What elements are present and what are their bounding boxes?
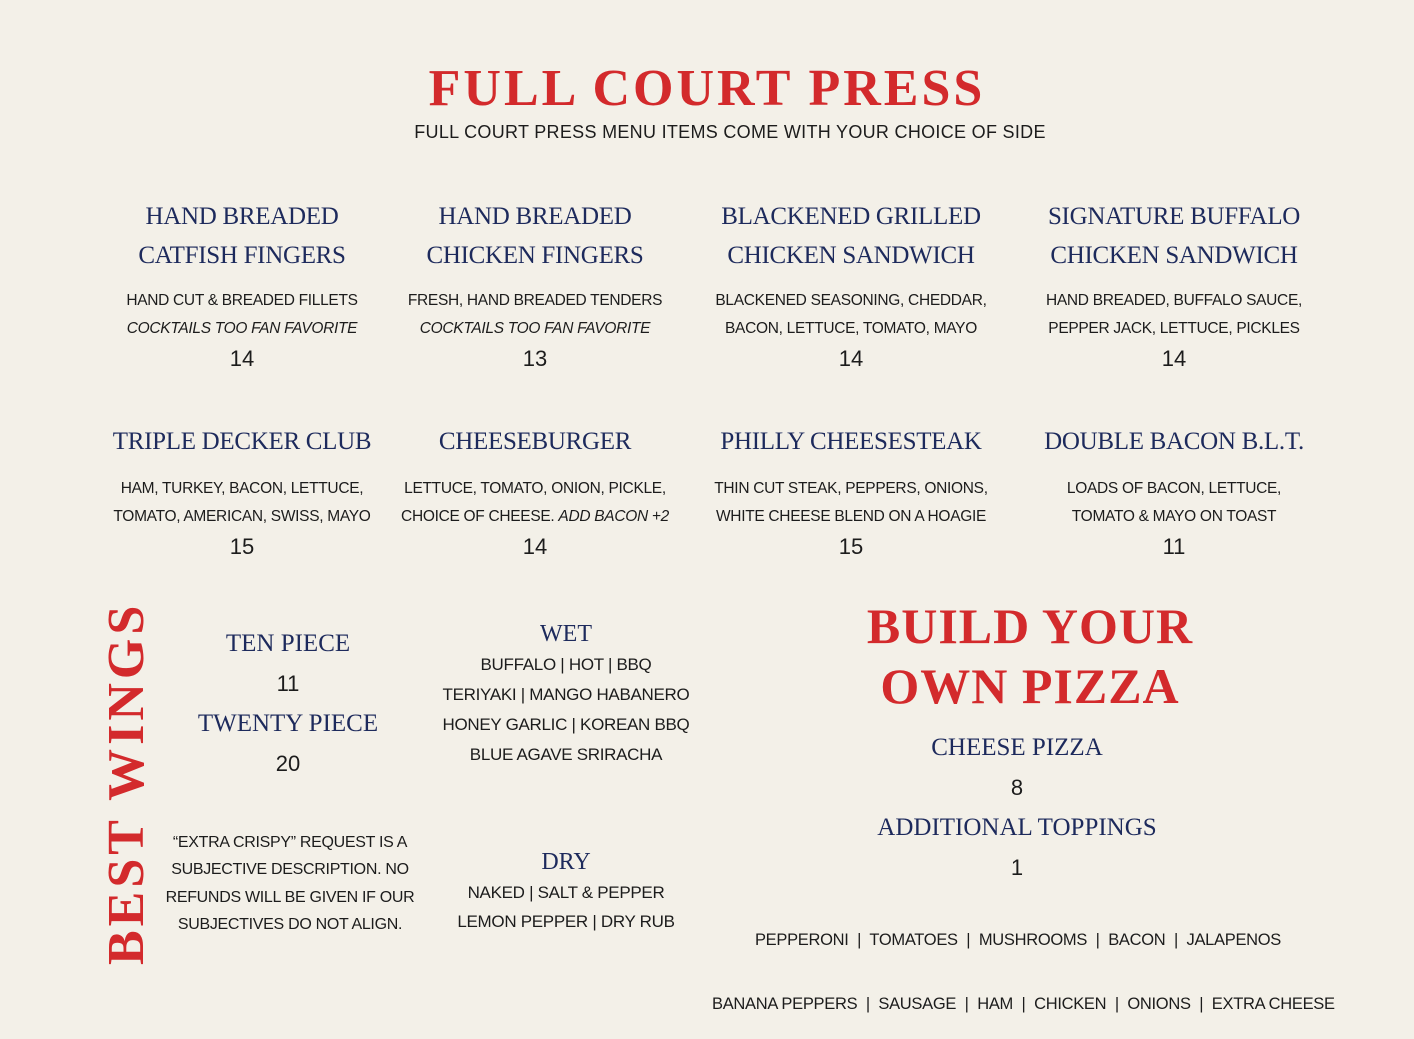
menu-item-chicken-fingers xyxy=(375,197,695,374)
menu-item-philly-cheesesteak xyxy=(691,422,1011,562)
item-description: LOADS OF BACON, LETTUCE, TOMATO & MAYO ON TOAST xyxy=(1066,480,1282,525)
pizza-pricing xyxy=(817,728,1217,888)
cheese-pizza-price: 8 xyxy=(1010,775,1024,800)
item-description: HAND CUT & BREADED FILLETS COCKTAILS TOO FAN FAVORITE xyxy=(126,292,358,337)
toppings-price: 1 xyxy=(1010,855,1024,880)
wings-twenty-price: 20 xyxy=(275,751,301,776)
wings-twenty-label: TWENTY PIECE xyxy=(197,710,379,737)
item-price: 13 xyxy=(522,346,548,371)
page-title: FULL COURT PRESS xyxy=(428,60,986,117)
cheese-pizza-label: CHEESE PIZZA xyxy=(931,734,1103,761)
page-subtitle: FULL COURT PRESS MENU ITEMS COME WITH YOUR CHOICE OF SIDE xyxy=(414,122,1046,142)
item-name: CHEESEBURGER xyxy=(438,428,632,455)
menu-item-buffalo-chicken-sandwich xyxy=(1014,197,1334,374)
item-price: 15 xyxy=(838,534,864,559)
item-description: FRESH, HAND BREADED TENDERS COCKTAILS TOO FAN FAVORITE xyxy=(407,292,663,337)
menu-item-catfish-fingers xyxy=(82,197,402,374)
wings-crispy-note: “EXTRA CRISPY” REQUEST IS A SUBJECTIVE DESCRIPTION. NO REFUNDS WILL BE GIVEN IF OUR SUBJECTIVES DO NOT ALIGN. xyxy=(165,834,415,933)
item-name: BLACKENED GRILLED CHICKEN SANDWICH xyxy=(721,203,981,269)
wings-dry-rubs: DRY NAKED | SALT & PEPPER LEMON PEPPER | DRY RUB xyxy=(426,846,706,936)
item-name: HAND BREADED CATFISH FINGERS xyxy=(138,203,346,269)
item-name: HAND BREADED CHICKEN FINGERS xyxy=(426,203,644,269)
item-price: 11 xyxy=(1162,534,1186,559)
item-price: 14 xyxy=(1161,346,1187,371)
item-price: 14 xyxy=(229,346,255,371)
item-price: 15 xyxy=(229,534,255,559)
item-name: SIGNATURE BUFFALO CHICKEN SANDWICH xyxy=(1047,203,1301,269)
item-name: PHILLY CHEESESTEAK xyxy=(720,428,982,455)
item-price: 14 xyxy=(522,534,548,559)
dry-label: DRY xyxy=(541,849,591,875)
item-name: TRIPLE DECKER CLUB xyxy=(112,428,372,455)
wings-ten-price: 11 xyxy=(276,671,300,696)
wings-section-title: BEST WINGS xyxy=(98,601,155,965)
item-description: HAND BREADED, BUFFALO SAUCE, PEPPER JACK, LETTUCE, PICKLES xyxy=(1045,292,1303,337)
menu-item-triple-decker-club xyxy=(82,422,402,562)
item-description: HAM, TURKEY, BACON, LETTUCE, TOMATO, AMERICAN, SWISS, MAYO xyxy=(113,480,371,525)
toppings-list: PEPPERONI | TOMATOES | MUSHROOMS | BACON | JALAPENOS BANANA PEPPERS | SAUSAGE | HAM | CHICKEN | ONIONS | EXTRA CHEESE xyxy=(712,931,1335,1013)
menu-item-double-bacon-blt xyxy=(1014,422,1334,562)
wings-sizes xyxy=(168,624,408,784)
wings-wet-sauces: WET BUFFALO | HOT | BBQ TERIYAKI | MANGO HABANERO HONEY GARLIC | KOREAN BBQ BLUE AGAVE SRIRACHA xyxy=(426,618,706,770)
wings-ten-label: TEN PIECE xyxy=(225,630,351,657)
item-description: THIN CUT STEAK, PEPPERS, ONIONS, WHITE CHEESE BLEND ON A HOAGIE xyxy=(714,480,988,525)
menu-item-blackened-chicken-sandwich xyxy=(691,197,1011,374)
item-price: 14 xyxy=(838,346,864,371)
pizza-section-title: BUILD YOUR OWN PIZZA xyxy=(866,598,1194,714)
item-description: BLACKENED SEASONING, CHEDDAR, BACON, LETTUCE, TOMATO, MAYO xyxy=(715,292,987,337)
item-description: LETTUCE, TOMATO, ONION, PICKLE, CHOICE OF CHEESE. ADD BACON +2 xyxy=(401,480,669,525)
menu-item-cheeseburger xyxy=(375,422,695,562)
toppings-label: ADDITIONAL TOPPINGS xyxy=(877,814,1157,841)
wet-label: WET xyxy=(540,621,592,647)
item-name: DOUBLE BACON B.L.T. xyxy=(1044,428,1304,455)
